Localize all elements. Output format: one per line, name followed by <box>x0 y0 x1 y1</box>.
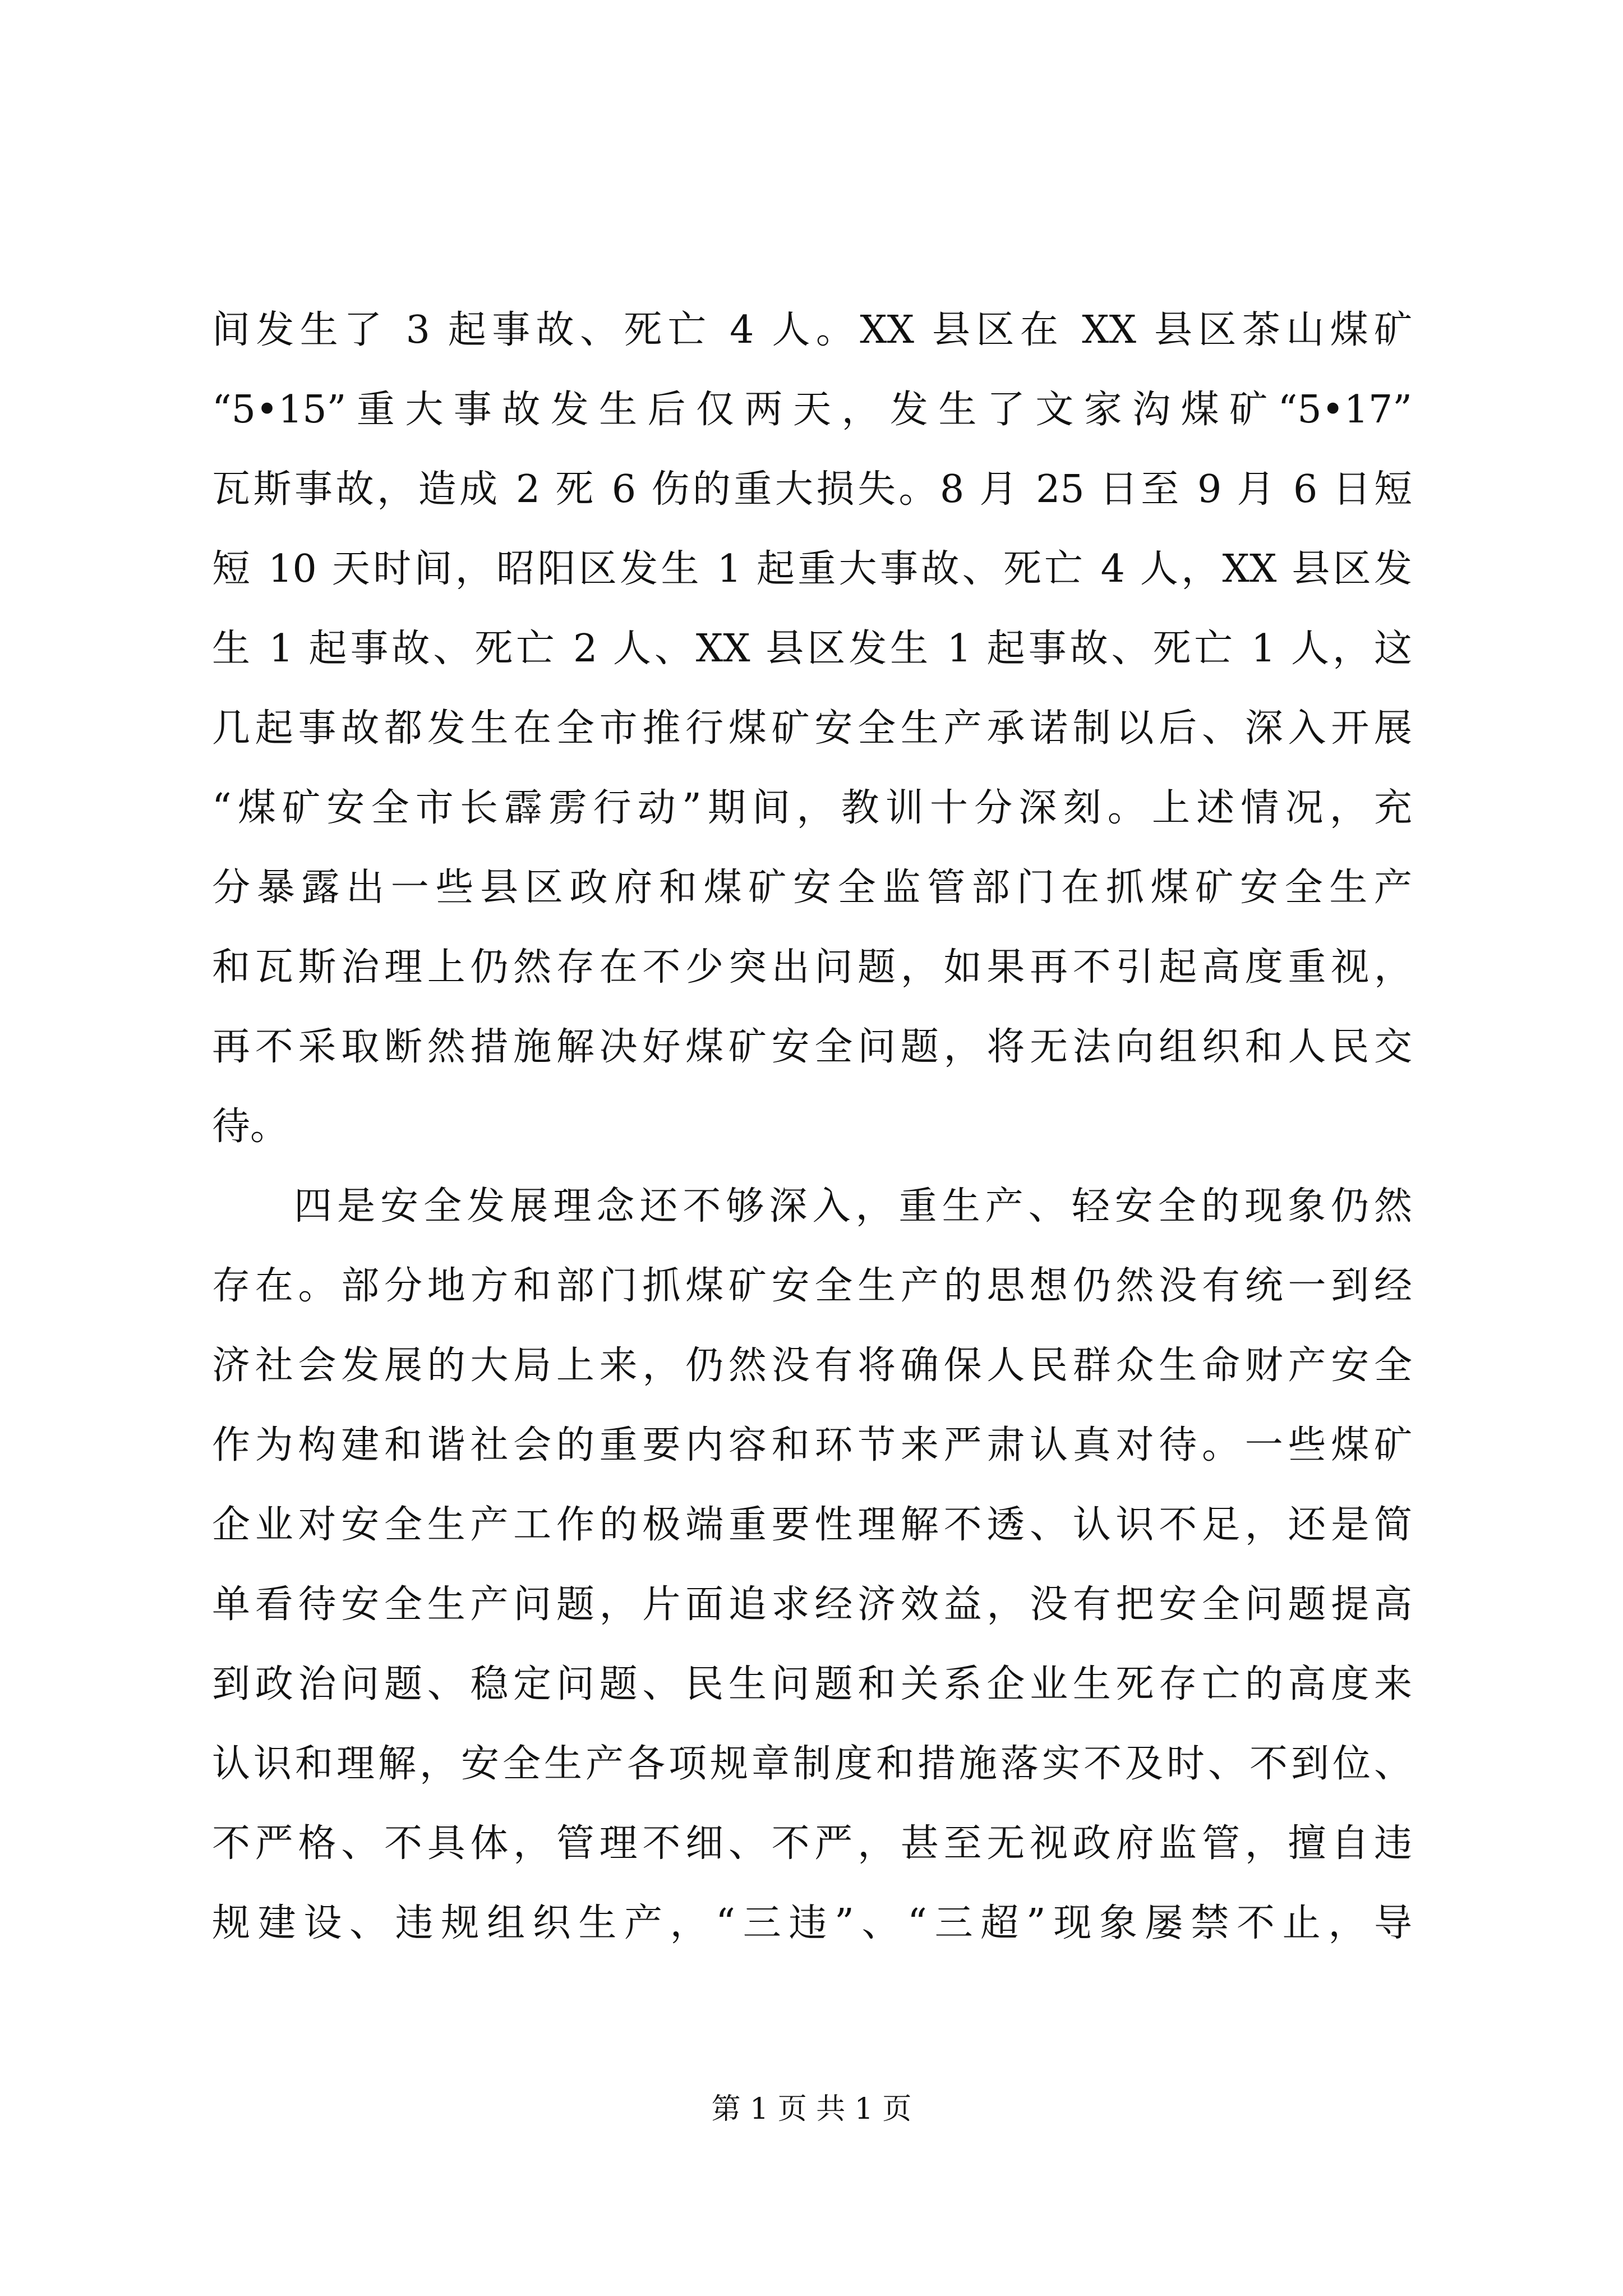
text-line: 和瓦斯治理上仍然存在不少突出问题，如果再不引起高度重视， <box>212 945 1412 990</box>
text-line: 存在。部分地方和部门抓煤矿安全生产的思想仍然没有统一到经 <box>212 1264 1412 1308</box>
text-line: 规建设、违规组织生产，“三违”、“三超”现象屡禁不止，导 <box>212 1901 1412 1945</box>
text-line: 作为构建和谐社会的重要内容和环节来严肃认真对待。一些煤矿 <box>212 1423 1412 1467</box>
text-line: “煤矿安全市长霹雳行动”期间，教训十分深刻。上述情况，充 <box>212 786 1412 830</box>
text-line: 分暴露出一些县区政府和煤矿安全监管部门在抓煤矿安全生产 <box>212 866 1412 910</box>
page-footer <box>0 2090 1623 2129</box>
text-line: 短 10 天时间，昭阳区发生 1 起重大事故、死亡 4 人，XX 县区发 <box>212 547 1412 591</box>
text-line: 瓦斯事故，造成 2 死 6 伤的重大损失。8 月 25 日至 9 月 6 日短 <box>212 467 1412 512</box>
text-line: 不严格、不具体，管理不细、不严，甚至无视政府监管，擅自违 <box>212 1821 1412 1866</box>
page-number: 第 1 页 共 1 页 <box>711 2092 912 2126</box>
text-line: 单看待安全生产问题，片面追求经济效益，没有把安全问题提高 <box>212 1582 1412 1627</box>
text-line: 待。 <box>212 1105 289 1149</box>
text-line: 几起事故都发生在全市推行煤矿安全生产承诺制以后、深入开展 <box>212 706 1412 751</box>
text-line: “5•15”重大事故发生后仅两天，发生了文家沟煤矿“5•17” <box>212 388 1412 432</box>
paragraph-1 <box>212 291 1412 1167</box>
text-line: 四是安全发展理念还不够深入，重生产、轻安全的现象仍然 <box>294 1184 1412 1228</box>
text-line: 企业对安全生产工作的极端重要性理解不透、认识不足，还是简 <box>212 1503 1412 1547</box>
document-body <box>212 291 1412 1963</box>
text-line: 生 1 起事故、死亡 2 人、XX 县区发生 1 起事故、死亡 1 人，这 <box>212 627 1412 671</box>
text-line: 到政治问题、稳定问题、民生问题和关系企业生死存亡的高度来 <box>212 1662 1412 1706</box>
text-line: 再不采取断然措施解决好煤矿安全问题，将无法向组织和人民交 <box>212 1025 1412 1069</box>
paragraph-2 <box>212 1167 1412 1963</box>
text-line: 认识和理解，安全生产各项规章制度和措施落实不及时、不到位、 <box>212 1742 1412 1786</box>
text-line: 济社会发展的大局上来，仍然没有将确保人民群众生命财产安全 <box>212 1343 1412 1388</box>
text-line: 间发生了 3 起事故、死亡 4 人。XX 县区在 XX 县区茶山煤矿 <box>212 308 1412 352</box>
